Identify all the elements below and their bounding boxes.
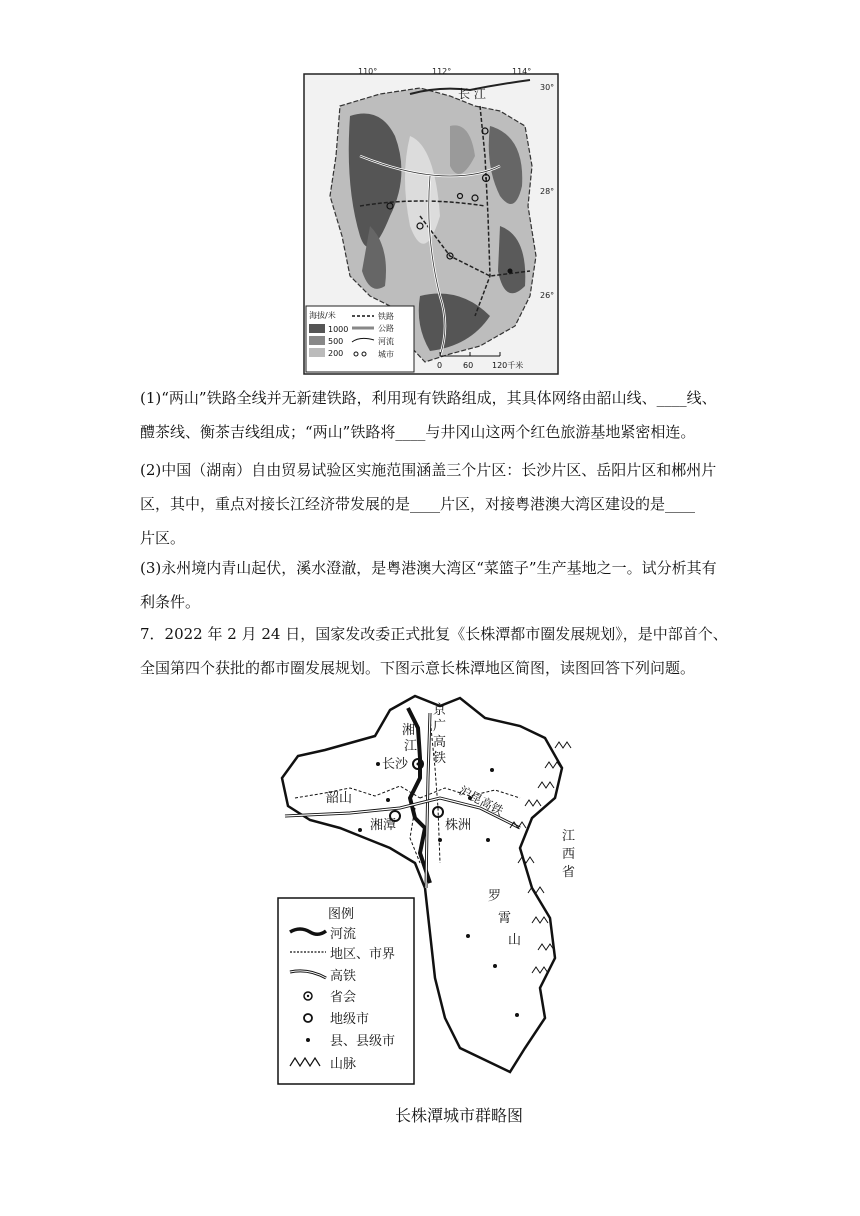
q3-line2: 利条件。 bbox=[140, 593, 201, 611]
lat-label-26: 26° bbox=[540, 291, 555, 300]
label-xiang: 湘 bbox=[402, 723, 416, 738]
label-changsha: 长沙 bbox=[382, 757, 409, 772]
label-luoxiao-1: 罗 bbox=[488, 889, 502, 904]
q2-line3: 片区。 bbox=[140, 529, 186, 547]
hunan-relief-map bbox=[300, 66, 562, 376]
legend-mountain: 山脉 bbox=[330, 1057, 357, 1072]
label-zhuzhou: 株洲 bbox=[445, 818, 472, 833]
map1-legend-elev-title: 海拔/米 bbox=[309, 311, 336, 320]
legend-prefecture: 地级市 bbox=[330, 1012, 370, 1027]
map1-legend-elev-500: 500 bbox=[328, 337, 344, 346]
map1-legend-city: 城市 bbox=[378, 350, 394, 359]
label-hukun: 沪昆高铁 bbox=[456, 783, 506, 819]
label-tie: 铁 bbox=[433, 751, 447, 766]
map1-legend-elev-1000: 1000 bbox=[328, 325, 349, 334]
label-xiangtan: 湘潭 bbox=[370, 818, 397, 833]
legend-river: 河流 bbox=[330, 927, 357, 942]
lon-label-112: 112° bbox=[432, 67, 452, 76]
map1-legend-river: 河流 bbox=[378, 337, 394, 346]
map1-legend-elev-200: 200 bbox=[328, 349, 344, 358]
map2-caption: 长株潭城市群略图 bbox=[395, 1106, 524, 1125]
label-jiangxi-2: 西 bbox=[562, 847, 576, 862]
q7-line1: 7．2022 年 2 月 24 日，国家发改委正式批复《长株潭都市圈发展规划》，是中部首个、 bbox=[140, 625, 728, 643]
q2-line1: (2)中国（湖南）自由贸易试验区实施范围涵盖三个片区：长沙片区、岳阳片区和郴州片 bbox=[140, 461, 717, 479]
q1-line2: 醴茶线、衡茶吉线组成；“两山”铁路将____与井冈山这两个红色旅游基地紧密相连。 bbox=[140, 423, 696, 441]
map1-legend-rail: 铁路 bbox=[378, 312, 394, 321]
lon-label-114: 114° bbox=[512, 67, 532, 76]
label-jing: 京 bbox=[433, 703, 447, 718]
q2-line2: 区，其中，重点对接长江经济带发展的是____片区，对接粤港澳大湾区建设的是____ bbox=[140, 495, 696, 513]
q3-line1: (3)永州境内青山起伏，溪水澄澈，是粤港澳大湾区“菜篮子”生产基地之一。试分析其有 bbox=[140, 559, 717, 577]
map1-legend-road: 公路 bbox=[378, 324, 394, 333]
label-jiang: 江 bbox=[404, 739, 418, 754]
q1-line1: (1)“两山”铁路全线并无新建铁路，利用现有铁路组成，其具体网络由韶山线、____线、 bbox=[140, 389, 717, 407]
q7-line2: 全国第四个获批的都市圈发展规划。下图示意长株潭地区简图，读图回答下列问题。 bbox=[140, 659, 696, 677]
map1-scale-120: 120千米 bbox=[492, 361, 524, 370]
lat-label-30: 30° bbox=[540, 83, 555, 92]
changzhutan-map bbox=[270, 688, 590, 1090]
map1-scale-60: 60 bbox=[463, 361, 474, 370]
label-jiangxi-3: 省 bbox=[562, 865, 576, 880]
label-jiangxi-1: 江 bbox=[562, 829, 576, 844]
map1-scale-0: 0 bbox=[437, 361, 443, 370]
lon-label-110: 110° bbox=[358, 67, 378, 76]
lat-label-28: 28° bbox=[540, 187, 555, 196]
label-guang: 广 bbox=[433, 719, 447, 734]
label-gao: 高 bbox=[433, 735, 447, 750]
legend-hsr: 高铁 bbox=[330, 969, 357, 984]
legend-county: 县、县级市 bbox=[330, 1034, 396, 1049]
label-shaoshan: 韶山 bbox=[326, 791, 353, 806]
legend-boundary: 地区、市界 bbox=[330, 947, 396, 962]
changjiang-label: 长 江 bbox=[458, 87, 486, 101]
label-luoxiao-3: 山 bbox=[508, 933, 522, 948]
label-luoxiao-2: 霄 bbox=[498, 911, 512, 926]
map2-legend-title: 图例 bbox=[328, 907, 355, 922]
legend-capital: 省会 bbox=[330, 990, 357, 1005]
